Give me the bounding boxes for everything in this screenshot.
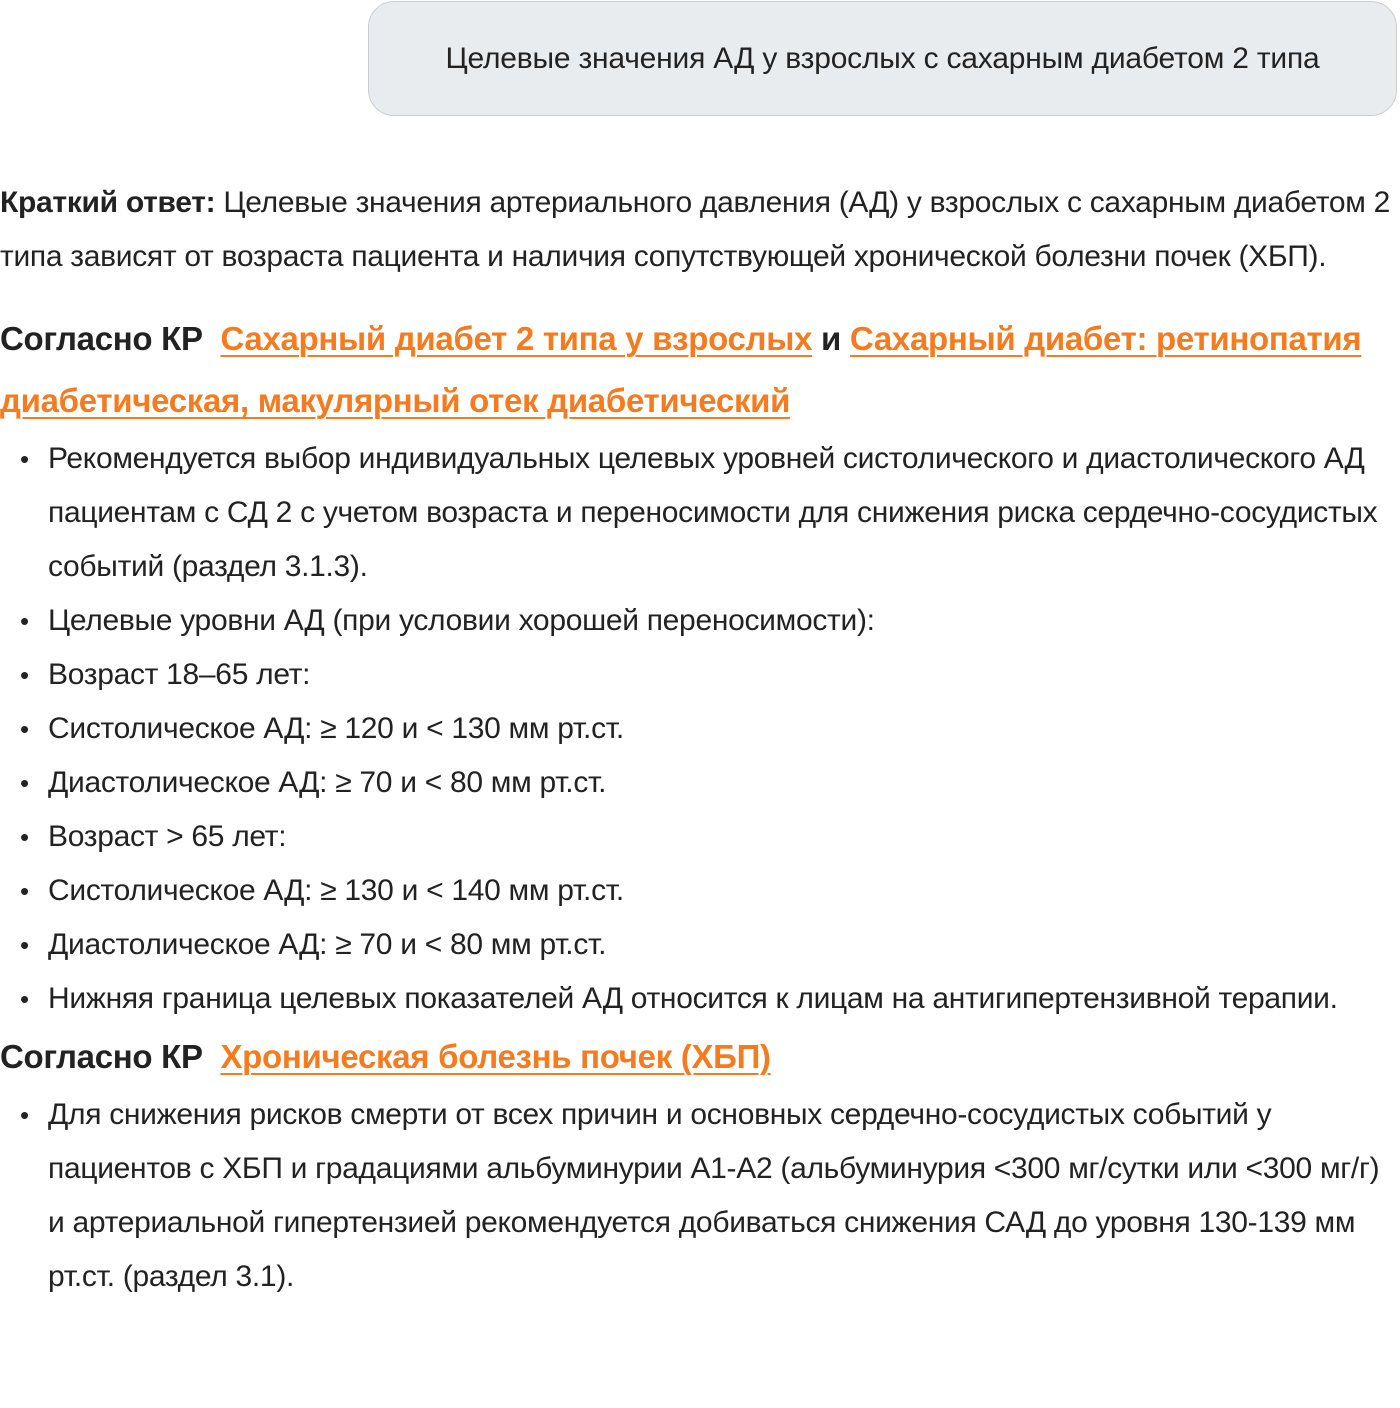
user-query-text: Целевые значения АД у взрослых с сахарным диабетом 2 типа bbox=[445, 41, 1320, 75]
answer-content bbox=[0, 176, 1398, 1304]
link-ckd-guideline[interactable]: Хроническая болезнь почек (ХБП) bbox=[220, 1038, 771, 1075]
list-item: • Систолическое АД: ≥ 130 и < 140 мм рт.ст. bbox=[0, 864, 1398, 918]
bullet-icon: • bbox=[20, 930, 29, 960]
section-heading-ckd bbox=[0, 1026, 1398, 1088]
list-item: • Диастолическое АД: ≥ 70 и < 80 мм рт.ст. bbox=[0, 918, 1398, 972]
summary-paragraph bbox=[0, 176, 1398, 284]
ckd-recommendations-list bbox=[0, 1088, 1398, 1304]
bullet-icon: • bbox=[20, 606, 29, 636]
summary-text: Целевые значения артериального давления (АД) у взрослых с сахарным диабетом 2 типа зависят от возраста пациента и наличия сопутствующей хронической болезни почек (ХБП). bbox=[0, 186, 1391, 273]
bullet-icon: • bbox=[20, 714, 29, 744]
diabetes-recommendations-list bbox=[0, 432, 1398, 1026]
summary-label: Краткий ответ: bbox=[0, 186, 216, 219]
list-item: • Возраст 18–65 лет: bbox=[0, 648, 1398, 702]
link-diabetes-type2-guideline[interactable]: Сахарный диабет 2 типа у взрослых bbox=[220, 320, 813, 357]
section-heading-diabetes bbox=[0, 308, 1398, 432]
link-diabetic-retinopathy-guideline[interactable]: Сахарный диабет: ретинопатия диабетическая, макулярный отек диабетический bbox=[0, 320, 1362, 419]
section-prefix: Согласно КР bbox=[0, 320, 203, 357]
bullet-icon: • bbox=[20, 984, 29, 1014]
bullet-icon: • bbox=[20, 660, 29, 690]
list-item: • Для снижения рисков смерти от всех причин и основных сердечно-сосудистых событий у пациентов с ХБП и градациями альбуминурии А1-А2 (альбуминурия <300 мг/сутки или <300 мг/г) и артериальной гипертензией рекомендуется добиваться снижения САД до уровня 130-139 мм рт.ст. (раздел 3.1). bbox=[0, 1088, 1398, 1304]
bullet-icon: • bbox=[20, 768, 29, 798]
list-item: • Возраст > 65 лет: bbox=[0, 810, 1398, 864]
bullet-icon: • bbox=[20, 822, 29, 852]
bullet-icon: • bbox=[20, 876, 29, 906]
section-joiner: и bbox=[821, 320, 842, 357]
bullet-icon: • bbox=[20, 1100, 29, 1130]
list-item: • Диастолическое АД: ≥ 70 и < 80 мм рт.ст. bbox=[0, 756, 1398, 810]
bullet-icon: • bbox=[20, 444, 29, 474]
list-item: • Рекомендуется выбор индивидуальных целевых уровней систолического и диастолического АД пациентам с СД 2 с учетом возраста и переносимости для снижения риска сердечно-сосудистых событий (раздел 3.1.3). bbox=[0, 432, 1398, 594]
section-prefix: Согласно КР bbox=[0, 1038, 203, 1075]
list-item: • Систолическое АД: ≥ 120 и < 130 мм рт.ст. bbox=[0, 702, 1398, 756]
list-item: • Нижняя граница целевых показателей АД относится к лицам на антигипертензивной терапии. bbox=[0, 972, 1398, 1026]
list-item: • Целевые уровни АД (при условии хорошей переносимости): bbox=[0, 594, 1398, 648]
user-query-bubble bbox=[368, 1, 1397, 116]
